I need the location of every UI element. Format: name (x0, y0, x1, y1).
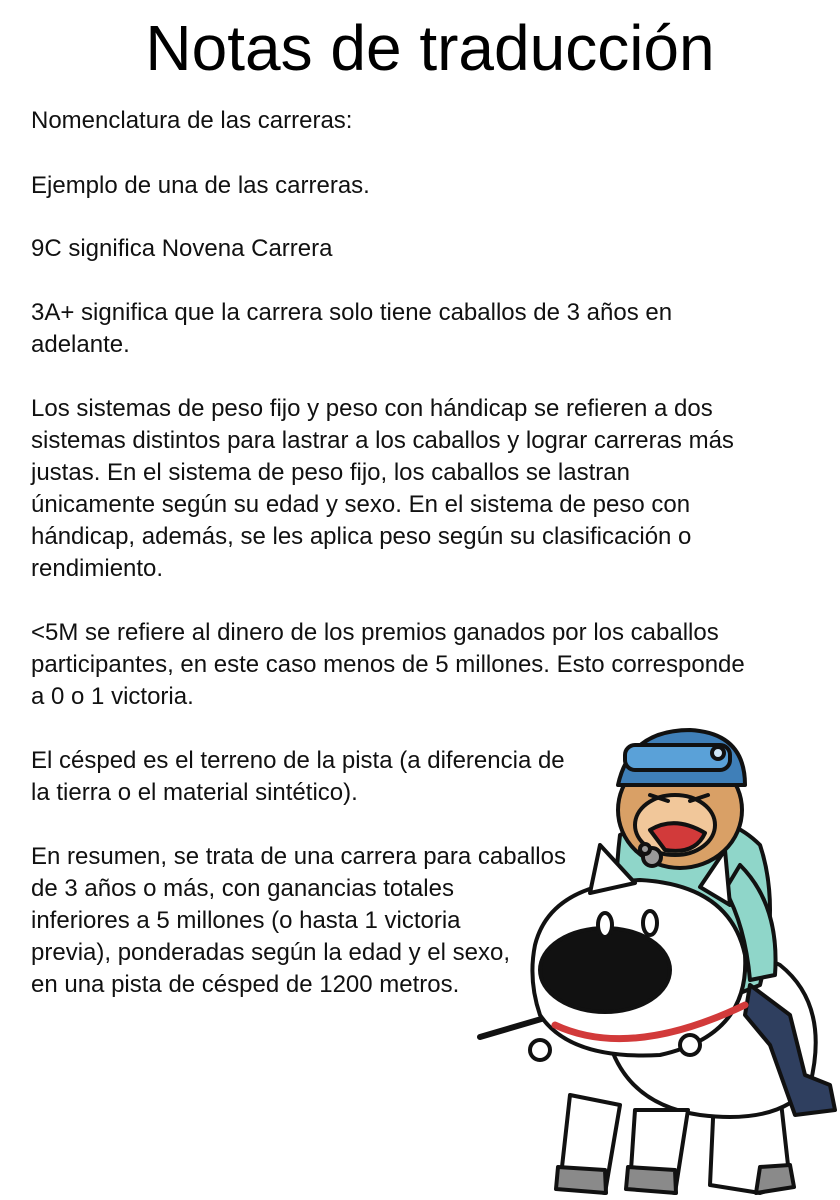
paragraph-weight-line-1: Los sistemas de peso fijo y peso con hándicap se refieren a dos (31, 395, 713, 422)
paragraph-prize-line-2: participantes, en este caso menos de 5 millones. Esto corresponde (31, 651, 745, 678)
paragraph-nomenclature: Nomenclatura de las carreras: (31, 107, 353, 134)
paragraph-weight-line-3: justas. En el sistema de peso fijo, los caballos se lastran (31, 459, 630, 486)
paragraph-3a-line-2: adelante. (31, 331, 130, 358)
paragraph-weight-line-5: hándicap, además, se les aplica peso según su clasificación o (31, 523, 692, 550)
paragraph-summary-line-3: inferiores a 5 millones (o hasta 1 victoria (31, 907, 461, 934)
paragraph-summary-line-1: En resumen, se trata de una carrera para caballos (31, 843, 566, 870)
paragraph-prize-line-1: <5M se refiere al dinero de los premios ganados por los caballos (31, 619, 719, 646)
page-title: Notas de traducción (145, 12, 715, 84)
paragraph-3a-line-1: 3A+ significa que la carrera solo tiene caballos de 3 años en (31, 299, 673, 326)
paragraph-summary-line-5: en una pista de césped de 1200 metros. (31, 971, 460, 998)
paragraph-weight-line-2: sistemas distintos para lastrar a los caballos y lograr carreras más (31, 427, 734, 454)
paragraph-prize-line-3: a 0 o 1 victoria. (31, 683, 194, 710)
paragraph-9c: 9C significa Novena Carrera (31, 235, 333, 262)
paragraph-weight-line-6: rendimiento. (31, 555, 164, 582)
paragraph-weight-line-4: únicamente según su edad y sexo. En el sistema de peso con (31, 491, 691, 518)
paragraph-turf-line-2: la tierra o el material sintético). (31, 779, 358, 806)
jockey-monkey-on-white-horse-icon (460, 715, 840, 1200)
paragraph-turf-line-1: El césped es el terreno de la pista (a diferencia de (31, 747, 565, 774)
paragraph-summary-line-2: de 3 años o más, con ganancias totales (31, 875, 454, 902)
paragraph-summary-line-4: previa), ponderadas según la edad y el sexo, (31, 939, 510, 966)
paragraph-example: Ejemplo de una de las carreras. (31, 172, 370, 199)
